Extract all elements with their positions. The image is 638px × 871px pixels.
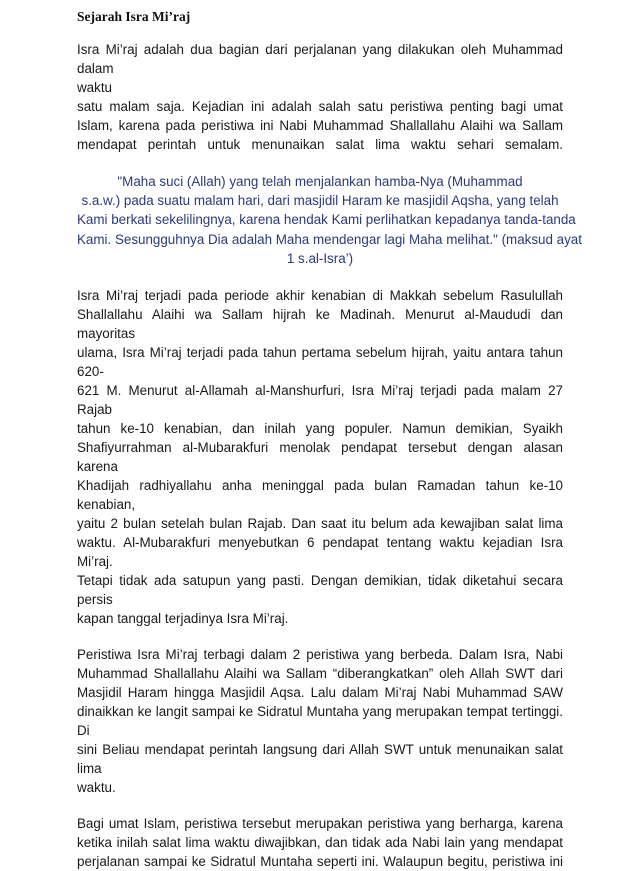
quote-line: Kami berkati sekelilingnya, karena hendak Kami perlihatkan kepadanya tanda-tanda (77, 212, 576, 228)
paragraph-line: Muhammad Shallallahu Alaihi wa Sallam “diberangkatkan” oleh Allah SWT dari (77, 666, 563, 682)
paragraph-line: Masjidil Haram hingga Masjidil Aqsa. Lalu dalam Mi’raj Nabi Muhammad SAW (77, 685, 563, 701)
timing-paragraph (77, 286, 563, 628)
paragraph-line: Shallallahu Alaihi wa Sallam hijrah ke Madinah. Menurut al-Maududi dan mayoritas (77, 307, 563, 342)
paragraph-line: satu malam saja. Kejadian ini adalah salah satu peristiwa penting bagi umat (77, 99, 563, 114)
paragraph-line: Islam, karena pada peristiwa ini Nabi Muhammad Shallallahu Alaihi wa Sallam (77, 118, 563, 133)
quote-line: s.a.w.) pada suatu malam hari, dari masjidil Haram ke masjidil Aqsha, yang telah (81, 193, 559, 209)
significance-paragraph (77, 814, 563, 871)
paragraph-line: 621 M. Menurut al-Allamah al-Manshurfuri, Isra Mi’raj terjadi pada malam 27 Rajab (77, 383, 563, 418)
document-page (77, 8, 582, 871)
paragraph-line: Peristiwa Isra Mi’raj terbagi dalam 2 peristiwa yang berbeda. Dalam Isra, Nabi (77, 647, 563, 663)
paragraph-line: waktu. (77, 780, 116, 796)
paragraph-line: Tetapi tidak ada satupun yang pasti. Dengan demikian, tidak diketahui secara persis (77, 573, 563, 608)
paragraph-line: tahun ke-10 kenabian, dan inilah yang populer. Namun demikian, Syaikh (77, 421, 563, 437)
paragraph-line: perjalanan sampai ke Sidratul Muntaha seperti ini. Walaupun begitu, peristiwa ini (77, 854, 563, 870)
intro-paragraph (77, 40, 563, 154)
paragraph-line: Isra Mi’raj terjadi pada periode akhir kenabian di Makkah sebelum Rasulullah (77, 288, 563, 304)
paragraph-line: ulama, Isra Mi’raj terjadi pada tahun pertama sebelum hijrah, yaitu antara tahun 620- (77, 345, 563, 380)
quran-quote (77, 172, 582, 268)
paragraph-line: waktu. Al-Mubarakfuri menyebutkan 6 pendapat tentang waktu kejadian Isra Mi’raj. (77, 535, 563, 570)
paragraph-line: kapan tanggal terjadinya Isra Mi’raj. (77, 611, 289, 627)
paragraph-line: ketika inilah salat lima waktu diwajibkan, dan tidak ada Nabi lain yang mendapat (77, 835, 563, 851)
quote-line: 1 s.al-Isra’) (286, 250, 354, 266)
paragraph-line: Khadijah radhiyallahu anha meninggal pada bulan Ramadan tahun ke-10 kenabian, (77, 478, 563, 513)
paragraph-line: mendapat perintah untuk menunaikan salat lima waktu sehari semalam. (77, 137, 563, 152)
paragraph-line: sini Beliau mendapat perintah langsung dari Allah SWT untuk menunaikan salat lima (77, 742, 563, 777)
paragraph-line: Bagi umat Islam, peristiwa tersebut merupakan peristiwa yang berharga, karena (77, 816, 563, 832)
document-title: Sejarah Isra Mi’raj (77, 9, 191, 24)
quote-line: Kami. Sesungguhnya Dia adalah Maha mendengar lagi Maha melihat." (maksud ayat (77, 231, 582, 247)
paragraph-line: waktu (77, 80, 112, 95)
events-paragraph (77, 645, 563, 797)
paragraph-line: yaitu 2 bulan setelah bulan Rajab. Dan saat itu belum ada kewajiban salat lima (77, 516, 563, 532)
paragraph-line: Shafiyurrahman al-Mubarakfuri menolak pendapat tersebut dengan alasan karena (77, 440, 563, 475)
paragraph-line: dinaikkan ke langit sampai ke Sidratul Muntaha yang merupakan tempat tertinggi. Di (77, 704, 563, 739)
paragraph-line: Isra Mi’raj adalah dua bagian dari perjalanan yang dilakukan oleh Muhammad dalam (77, 42, 563, 76)
quote-line: "Maha suci (Allah) yang telah menjalankan hamba-Nya (Muhammad (117, 174, 523, 189)
